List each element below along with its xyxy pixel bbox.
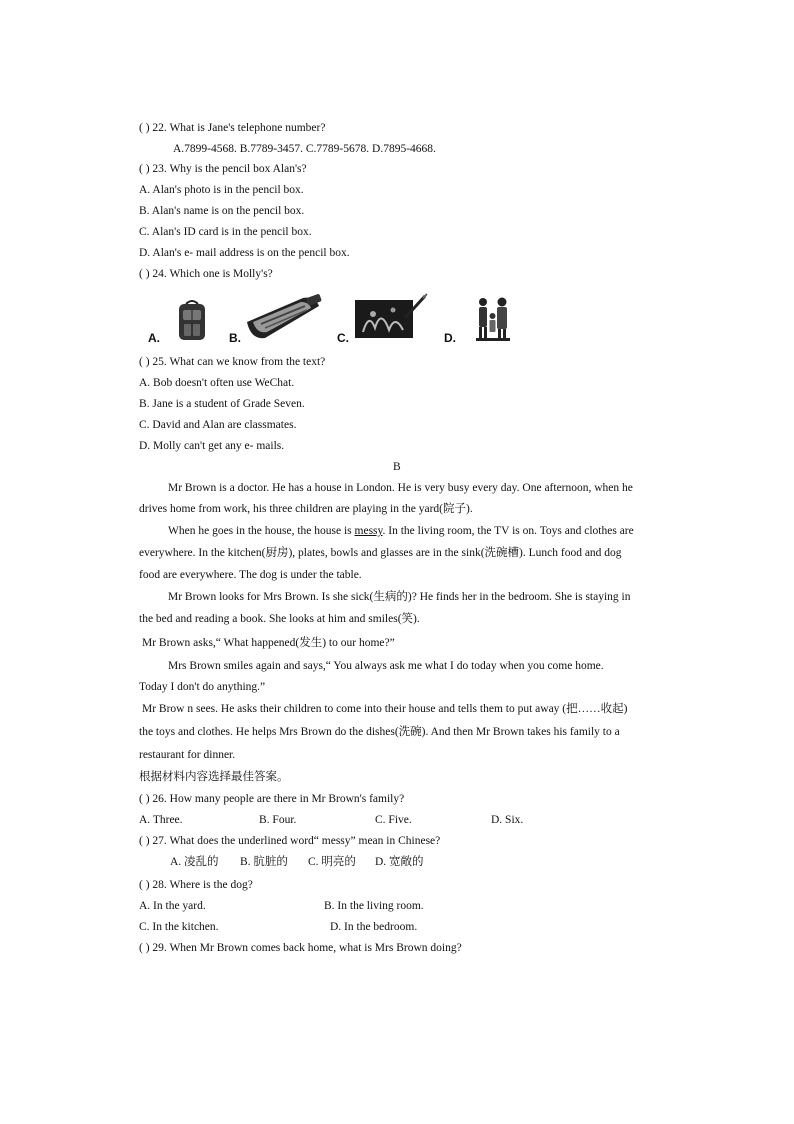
underlined-word: messy <box>354 525 383 537</box>
q26-option-a: A. Three. <box>139 814 183 826</box>
passage-line: food are everywhere. The dog is under the table. <box>139 569 362 581</box>
q27-stem: ( ) 27. What does the underlined word“ messy” mean in Chinese? <box>139 835 441 847</box>
passage-line: the bed and reading a book. She looks at him and smiles(笑). <box>139 613 420 625</box>
pencil-case-icon <box>243 292 325 344</box>
passage-line: Today I don't do anything.” <box>139 681 266 693</box>
passage-line: Mr Brown looks for Mrs Brown. Is she sick(生病的)? He finds her in the bedroom. She is staying in <box>168 591 631 603</box>
q26-option-d: D. Six. <box>491 814 524 826</box>
passage-line: drives home from work, his three children are playing in the yard(院子). <box>139 503 473 515</box>
q28-stem: ( ) 28. Where is the dog? <box>139 879 253 891</box>
q23-option-c: C. Alan's ID card is in the pencil box. <box>139 226 312 238</box>
q26-option-b: B. Four. <box>259 814 297 826</box>
q25-option-d: D. Molly can't get any e- mails. <box>139 440 285 452</box>
instruction: 根据材料内容选择最佳答案。 <box>139 771 289 783</box>
passage-line: Mr Brow n sees. He asks their children to come into their house and tells them to put away (把……收起) <box>142 703 628 715</box>
q25-stem: ( ) 25. What can we know from the text? <box>139 356 326 368</box>
backpack-icon <box>174 298 210 342</box>
q23-option-b: B. Alan's name is on the pencil box. <box>139 205 305 217</box>
passage-line: restaurant for dinner. <box>139 749 236 761</box>
q28-option-d: D. In the bedroom. <box>330 921 418 933</box>
q27-option-d: D. 宽敞的 <box>375 856 424 868</box>
q24-label-b: B. <box>229 331 241 345</box>
q24-stem: ( ) 24. Which one is Molly's? <box>139 268 273 280</box>
passage-text: . In the living room, the TV is on. Toys and clothes are <box>382 525 634 537</box>
q24-label-a: A. <box>148 331 160 345</box>
passage-line <box>168 524 634 538</box>
q27-option-b: B. 肮脏的 <box>240 856 288 868</box>
q23-stem: ( ) 23. Why is the pencil box Alan's? <box>139 163 307 175</box>
section-heading: B <box>393 461 401 473</box>
passage-line: Mr Brown is a doctor. He has a house in London. He is very busy every day. One afternoon, when he <box>168 482 633 494</box>
q25-option-c: C. David and Alan are classmates. <box>139 419 297 431</box>
q27-option-a: A. 凌乱的 <box>170 856 219 868</box>
q28-option-a: A. In the yard. <box>139 900 206 912</box>
q23-option-a: A. Alan's photo is in the pencil box. <box>139 184 304 196</box>
q22-options: A.7899-4568. B.7789-3457. C.7789-5678. D.7895-4668. <box>173 143 436 155</box>
q22-stem: ( ) 22. What is Jane's telephone number? <box>139 122 326 134</box>
q28-option-c: C. In the kitchen. <box>139 921 219 933</box>
q27-option-c: C. 明亮的 <box>308 856 356 868</box>
passage-line: Mrs Brown smiles again and says,“ You always ask me what I do today when you come home. <box>168 660 604 672</box>
passage-line: the toys and clothes. He helps Mrs Brown do the dishes(洗碗). And then Mr Brown takes his family to a <box>139 726 620 738</box>
q24-label-c: C. <box>337 331 349 345</box>
family-photo-icon <box>474 294 512 342</box>
q25-option-b: B. Jane is a student of Grade Seven. <box>139 398 305 410</box>
painting-icon <box>353 292 429 342</box>
q23-option-d: D. Alan's e- mail address is on the pencil box. <box>139 247 350 259</box>
passage-line: everywhere. In the kitchen(厨房), plates, bowls and glasses are in the sink(洗碗槽). Lunch food and dog <box>139 547 622 559</box>
q24-label-d: D. <box>444 331 456 345</box>
q25-option-a: A. Bob doesn't often use WeChat. <box>139 377 295 389</box>
q28-option-b: B. In the living room. <box>324 900 424 912</box>
q26-option-c: C. Five. <box>375 814 412 826</box>
q26-stem: ( ) 26. How many people are there in Mr Brown's family? <box>139 793 405 805</box>
passage-text: When he goes in the house, the house is <box>168 525 355 537</box>
q29-stem: ( ) 29. When Mr Brown comes back home, what is Mrs Brown doing? <box>139 942 462 954</box>
passage-line: Mr Brown asks,“ What happened(发生) to our home?” <box>142 637 395 649</box>
